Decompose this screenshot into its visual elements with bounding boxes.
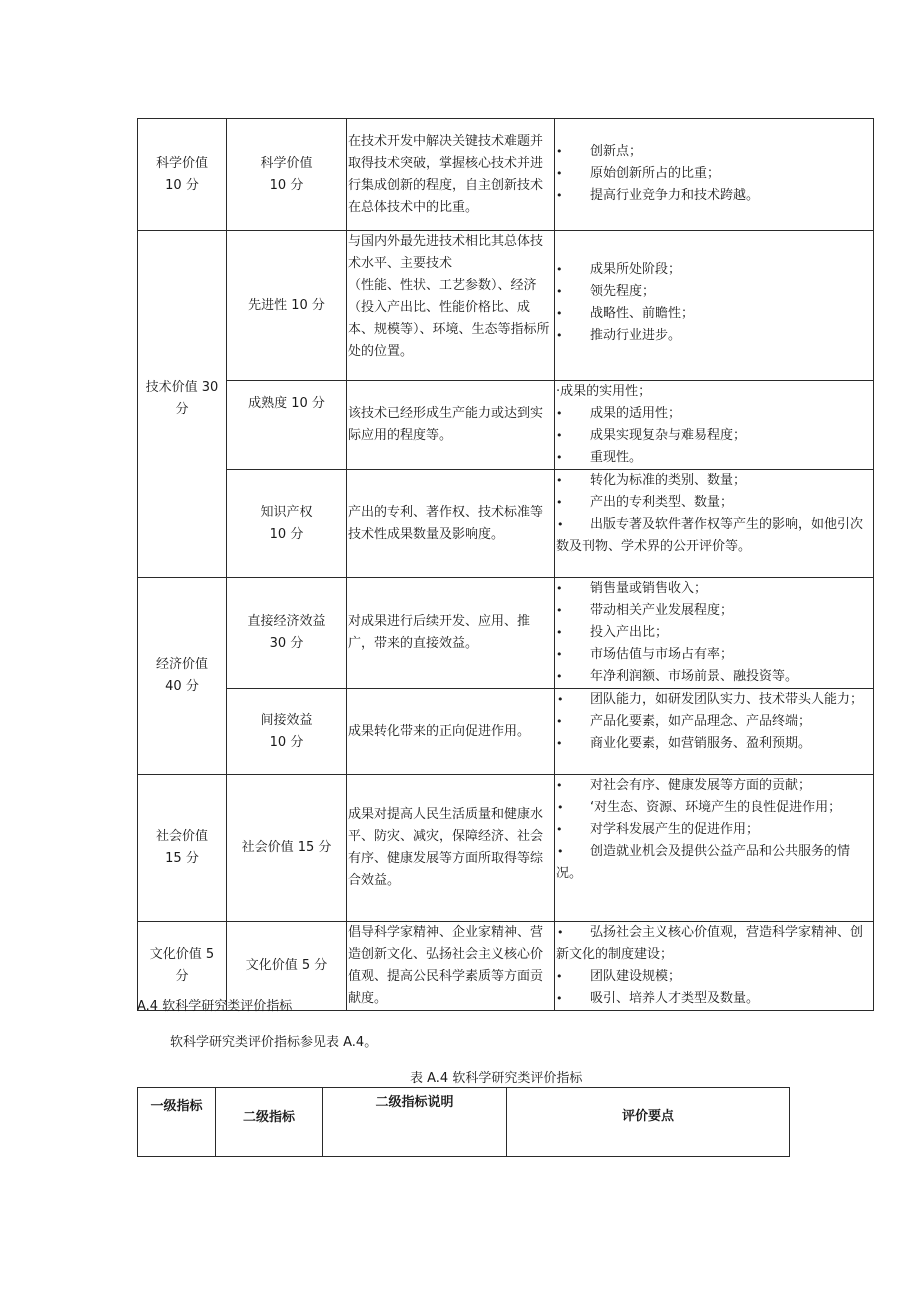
level1-cell: 经济价值 40 分 <box>138 578 227 775</box>
list-item <box>555 281 873 303</box>
soft-science-table <box>137 1087 790 1157</box>
table-row <box>138 119 874 231</box>
list-item <box>555 819 873 841</box>
level1-cell: 技术价值 30 分 <box>138 231 227 578</box>
bullet-icon: • <box>557 801 564 814</box>
bullet-icon: • <box>556 970 563 983</box>
list-item <box>555 689 873 711</box>
header-cell: 二级指标 <box>216 1088 323 1157</box>
bullet-icon: • <box>556 823 563 836</box>
list-item-text: 对学科发展产生的促进作用； <box>590 822 760 837</box>
list-item <box>555 425 873 447</box>
list-item <box>555 492 873 514</box>
list-item-text: 团队建设规模； <box>590 969 682 984</box>
bullet-icon: • <box>556 648 563 661</box>
list-item <box>555 259 873 281</box>
level2-cell: 成熟度 10 分 <box>227 381 347 470</box>
list-item-text: 重现性。 <box>590 450 643 465</box>
bullet-icon: • <box>556 263 563 276</box>
bullet-icon: • <box>557 845 564 858</box>
list-item <box>555 185 873 207</box>
level2-cell: 知识产权 10 分 <box>227 470 347 578</box>
points-cell <box>555 922 874 1011</box>
level1-cell: 社会价值 15 分 <box>138 775 227 922</box>
points-cell <box>555 119 874 231</box>
list-item <box>555 622 873 644</box>
list-item-text: 提高行业竞争力和技术跨越。 <box>590 188 760 203</box>
bullet-icon: • <box>556 329 563 342</box>
description-cell: 该技术已经形成生产能力或达到实际应用的程度等。 <box>347 381 555 470</box>
list-item <box>555 644 873 666</box>
points-cell <box>555 578 874 689</box>
table-row <box>138 470 874 578</box>
description-cell: 成果对提高人民生活质量和健康水平、防灾、减灾，保障经济、社会有序、健康发展等方面所取得等综合效益。 <box>347 775 555 922</box>
list-item <box>555 841 873 885</box>
list-item-text: ‘对生态、资源、环境产生的良性促进作用； <box>590 800 842 815</box>
list-item <box>555 303 873 325</box>
description-cell: 与国内外最先进技术相比其总体技术水平、主要技术 （性能、性状、工艺参数）、经济（投入产出比、性能价格比、成本、规模等）、环境、生态等指标所处的位置。 <box>347 231 555 381</box>
bullet-icon: • <box>556 474 563 487</box>
points-cell <box>555 381 874 470</box>
bullet-icon: • <box>556 715 563 728</box>
list-item <box>555 403 873 425</box>
list-item <box>555 797 873 819</box>
list-item-text: 出版专著及软件著作权等产生的影响，如他引次数及刊物、学术界的公开评价等。 <box>556 517 864 554</box>
list-item <box>555 325 873 347</box>
header-cell: 二级指标说明 <box>323 1088 507 1157</box>
bullet-icon: • <box>556 582 563 595</box>
table-row <box>138 578 874 689</box>
list-item: ·成果的实用性； <box>556 384 652 399</box>
list-item <box>555 988 873 1010</box>
bullet-icon: • <box>556 992 563 1005</box>
bullet-icon: • <box>556 189 563 202</box>
list-item-text: 成果实现复杂与难易程度； <box>590 428 747 443</box>
bullet-icon: • <box>556 626 563 639</box>
list-item <box>555 470 873 492</box>
list-item <box>555 514 873 558</box>
bullet-icon: • <box>556 779 563 792</box>
list-item-text: 团队能力，如研发团队实力、技术带头人能力； <box>590 692 864 707</box>
description-cell: 成果转化带来的正向促进作用。 <box>347 689 555 775</box>
description-cell: 倡导科学家精神、企业家精神、营造创新文化、弘扬社会主义核心价值观、提高公民科学素质等方面贡献度。 <box>347 922 555 1011</box>
list-item <box>555 666 873 688</box>
bullet-icon: • <box>556 429 563 442</box>
list-item-text: 产出的专利类型、数量； <box>590 495 734 510</box>
list-item <box>555 163 873 185</box>
bullet-icon: • <box>556 670 563 683</box>
list-item-text: 转化为标准的类别、数量； <box>590 473 747 488</box>
bullet-icon: • <box>556 285 563 298</box>
level2-cell: 文化价值 5 分 <box>227 922 347 1011</box>
list-item-text: 创新点； <box>590 144 643 159</box>
bullet-icon: • <box>556 145 563 158</box>
bullet-icon: • <box>556 604 563 617</box>
list-item-text: 创造就业机会及提供公益产品和公共服务的情况。 <box>556 844 851 881</box>
header-cell: 评价要点 <box>507 1088 790 1157</box>
points-cell <box>555 775 874 922</box>
description-cell: 对成果进行后续开发、应用、推广，带来的直接效益。 <box>347 578 555 689</box>
list-item-text: 市场估值与市场占有率； <box>590 647 734 662</box>
level2-cell: 直接经济效益 30 分 <box>227 578 347 689</box>
list-item <box>555 733 873 755</box>
paragraph: 软科学研究类评价指标参见表 A.4。 <box>170 1035 378 1050</box>
list-item <box>555 447 873 469</box>
level1-cell: 文化价值 5 分 <box>138 922 227 1011</box>
list-item-text: 对社会有序、健康发展等方面的贡献； <box>590 778 812 793</box>
evaluation-table <box>137 118 874 1011</box>
bullet-icon: • <box>557 693 564 706</box>
list-item <box>555 775 873 797</box>
bullet-icon: • <box>556 167 563 180</box>
description-cell: 在技术开发中解决关键技术难题并取得技术突破，掌握核心技术并进行集成创新的程度，自主创新技术在总体技术中的比重。 <box>347 119 555 231</box>
list-item-text: 战略性、前瞻性； <box>590 306 695 321</box>
level2-cell: 科学价值 10 分 <box>227 119 347 231</box>
list-item <box>555 922 873 966</box>
list-item <box>555 141 873 163</box>
section-heading: A.4 软科学研究类评价指标 <box>137 999 293 1014</box>
points-cell <box>555 231 874 381</box>
bullet-icon: • <box>557 518 564 531</box>
list-item-text: 商业化要素，如营销服务、盈利预期。 <box>590 736 812 751</box>
list-item-text: 成果所处阶段； <box>590 262 682 277</box>
bullet-icon: • <box>556 407 563 420</box>
bullet-icon: • <box>556 737 563 750</box>
level2-cell: 间接效益 10 分 <box>227 689 347 775</box>
list-item-text: 年净利润额、市场前景、融投资等。 <box>590 669 799 684</box>
list-item <box>555 711 873 733</box>
bullet-icon: • <box>556 496 563 509</box>
list-item-text: 投入产出比； <box>590 625 669 640</box>
list-item-text: 领先程度； <box>590 284 656 299</box>
header-cell: 一级指标 <box>138 1088 216 1157</box>
list-item-text: 弘扬社会主义核心价值观，营造科学家精神、创新文化的制度建设； <box>556 925 864 962</box>
bullet-icon: • <box>557 926 564 939</box>
description-cell: 产出的专利、著作权、技术标准等技术性成果数量及影响度。 <box>347 470 555 578</box>
list-item-text: 推动行业进步。 <box>590 328 682 343</box>
list-item-text: 销售量或销售收入； <box>590 581 708 596</box>
level2-cell: 社会价值 15 分 <box>227 775 347 922</box>
table-row <box>138 381 874 470</box>
table-row <box>138 689 874 775</box>
level1-cell: 科学价值 10 分 <box>138 119 227 231</box>
points-cell <box>555 689 874 775</box>
list-item <box>555 578 873 600</box>
level2-cell: 先进性 10 分 <box>227 231 347 381</box>
list-item-text: 成果的适用性； <box>590 406 682 421</box>
table-row <box>138 775 874 922</box>
list-item <box>555 600 873 622</box>
bullet-icon: • <box>556 307 563 320</box>
bullet-icon: • <box>556 451 563 464</box>
table-caption: 表 A.4 软科学研究类评价指标 <box>410 1071 583 1086</box>
list-item-text: 原始创新所占的比重； <box>590 166 721 181</box>
table-header-row <box>138 1088 790 1157</box>
points-cell <box>555 470 874 578</box>
list-item-text: 带动相关产业发展程度； <box>590 603 734 618</box>
list-item-text: 产品化要素，如产品理念、产品终端； <box>590 714 812 729</box>
list-item <box>555 966 873 988</box>
list-item-text: 吸引、培养人才类型及数量。 <box>590 991 760 1006</box>
table-row <box>138 231 874 381</box>
